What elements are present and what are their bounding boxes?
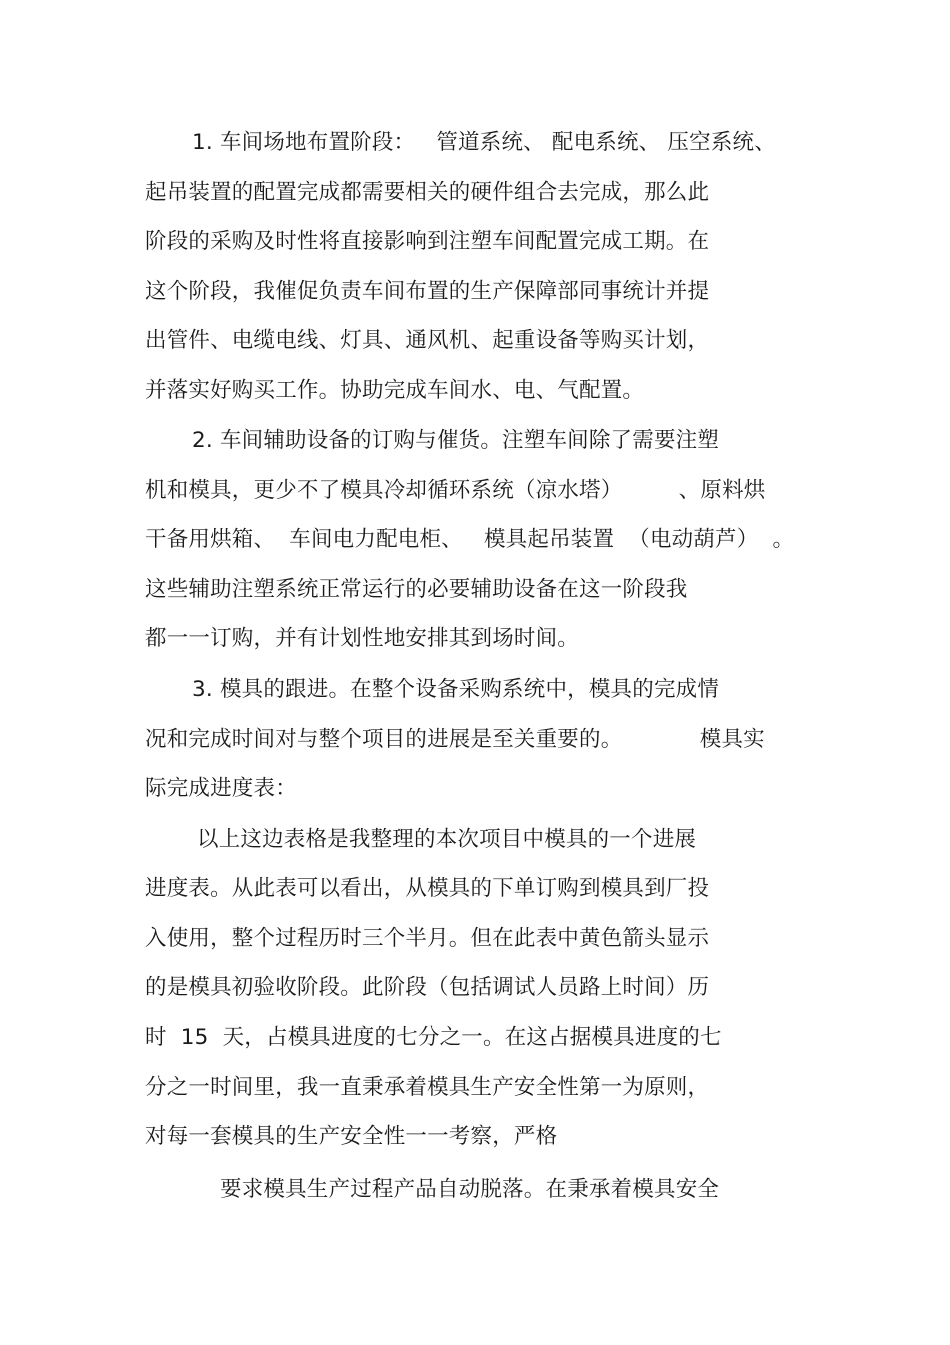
text-line: 对每一套模具的生产安全性一一考察，严格 [145,1124,558,1149]
text-line: 进度表。从此表可以看出，从模具的下单订购到模具到厂投 [145,876,710,901]
text-line: 的是模具初验收阶段。此阶段（包括调试人员路上时间）历 [145,975,710,1000]
text-line: 这些辅助注塑系统正常运行的必要辅助设备在这一阶段我 [145,577,688,602]
text-line: 况和完成时间对与整个项目的进展是至关重要的。 模具实 [145,727,765,752]
text-line: 阶段的采购及时性将直接影响到注塑车间配置完成工期。在 [145,229,710,254]
text-line: 出管件、电缆电线、灯具、通风机、起重设备等购买计划， [145,328,710,353]
text-line: 干备用烘箱、 车间电力配电柜、 模具起吊装置 （电动葫芦） 。 [145,527,795,552]
text-line: 并落实好购买工作。协助完成车间水、电、气配置。 [145,378,645,403]
text-line: 3. 模具的跟进。在整个设备采购系统中，模具的完成情 [192,677,720,702]
text-line: 际完成进度表： [145,776,297,801]
text-line: 机和模具，更少不了模具冷却循环系统（凉水塔） 、原料烘 [145,478,766,503]
text-line: 都一一订购，并有计划性地安排其到场时间。 [145,626,580,651]
text-line: 分之一时间里，我一直秉承着模具生产安全性第一为原则， [145,1075,710,1100]
text-line: 这个阶段，我催促负责车间布置的生产保障部同事统计并提 [145,279,710,304]
text-line: 1. 车间场地布置阶段： 管道系统、 配电系统、 压空系统、 [192,130,776,155]
text-line: 以上这边表格是我整理的本次项目中模具的一个进展 [197,827,697,852]
text-line: 起吊装置的配置完成都需要相关的硬件组合去完成，那么此 [145,180,710,205]
text-line: 2. 车间辅助设备的订购与催货。注塑车间除了需要注塑 [192,428,720,453]
text-line: 要求模具生产过程产品自动脱落。在秉承着模具安全 [220,1177,720,1202]
text-line: 入使用，整个过程历时三个半月。但在此表中黄色箭头显示 [145,926,710,951]
text-line: 时 15 天，占模具进度的七分之一。在这占据模具进度的七 [145,1025,722,1050]
